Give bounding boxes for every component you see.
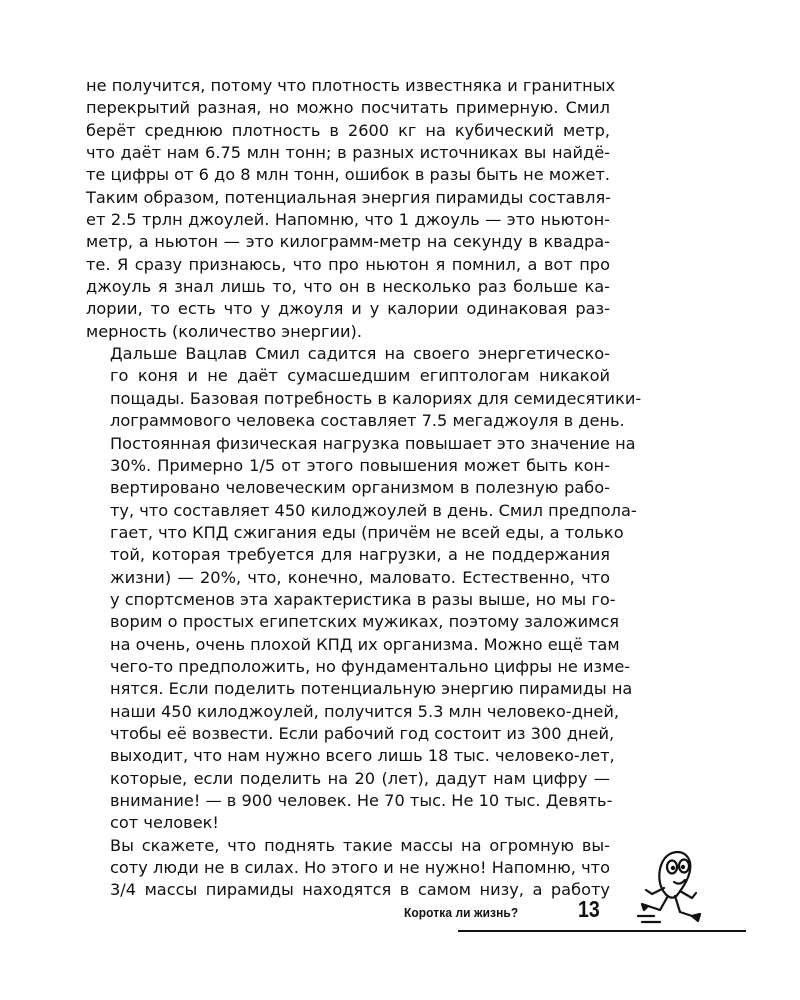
text-line: ту, что составляет 450 килоджоулей в день. Смил предпола- [110, 500, 637, 520]
text-line: 30%. Примерно 1/5 от этого повышения может быть кон- [110, 455, 610, 475]
text-line: наши 450 килоджоулей, получится 5.3 млн человеко-дней, [110, 701, 620, 721]
running-blob-mascot-icon [634, 846, 720, 932]
text-line: лории, то есть что у джоуля и у калории одинаковая раз- [86, 299, 610, 319]
text-line: сот человек! [110, 813, 219, 833]
text-line: 3/4 массы пирамиды находятся в самом низу, а работу [110, 880, 610, 900]
text-line: жизни) — 20%, что, конечно, маловато. Естественно, что [110, 567, 610, 587]
paragraph-2 [86, 343, 642, 835]
text-line: гает, что КПД сжигания еды (причём не всей еды, а только [110, 522, 624, 542]
text-line: у спортсменов эта характеристика в разы выше, но мы го- [110, 589, 616, 609]
page-number: 13 [578, 896, 600, 922]
text-line: чтобы её возвести. Если рабочий год состоит из 300 дней, [110, 723, 615, 743]
text-line: перекрытий разная, но можно посчитать примерную. Смил [86, 98, 610, 118]
text-line: го коня и не даёт сумасшедшим египтологам никакой [110, 366, 610, 386]
text-line: те. Я сразу признаюсь, что про ньютон я помнил, а вот про [86, 254, 610, 274]
paragraph-3 [86, 835, 610, 902]
paragraph-1 [86, 75, 616, 343]
text-line: лограммового человека составляет 7.5 мегаджоуля в день. [110, 411, 625, 431]
page-body [86, 75, 642, 902]
text-line: вертировано человеческим организмом в полезную рабо- [110, 478, 610, 498]
text-line: внимание! — в 900 человек. Не 70 тыс. Не 10 тыс. Девять- [110, 791, 613, 810]
text-line: соту люди не в силах. Но этого и не нужно! Напомню, что [110, 858, 610, 878]
text-line: Вы скажете, что поднять такие массы на огромную вы- [110, 835, 610, 855]
text-line: не получится, потому что плотность известняка и гранитных [86, 76, 616, 95]
text-line: той, которая требуется для нагрузки, а не поддержания [110, 545, 610, 565]
text-line: ет 2.5 трлн джоулей. Напомню, что 1 джоуль — это ньютон- [86, 210, 610, 230]
text-line: ворим о простых египетских мужиках, поэтому заложимся [110, 612, 619, 632]
text-line: нятся. Если поделить потенциальную энергию пирамиды на [110, 679, 633, 699]
text-line: джоуль я знал лишь то, что он в несколько раз больше ка- [86, 277, 610, 297]
text-line: метр, а ньютон — это килограмм-метр на секунду в квадра- [86, 232, 610, 252]
text-line: мерность (количество энергии). [86, 321, 362, 341]
running-title: Коротка ли жизнь? [404, 905, 519, 920]
text-line: Таким образом, потенциальная энергия пирамиды составля- [86, 187, 612, 207]
text-line: Дальше Вацлав Смил садится на своего энергетическо- [110, 344, 610, 364]
text-line: что даёт нам 6.75 млн тонн; в разных источниках вы найдё- [86, 143, 610, 163]
text-line: на очень, очень плохой КПД их организма. Можно ещё там [110, 634, 620, 654]
text-line: которые, если поделить на 20 (лет), дадут нам цифру — [110, 768, 610, 788]
text-line: выходит, что нам нужно всего лишь 18 тыс. человеко-лет, [110, 746, 615, 766]
text-line: чего-то предположить, но фундаментально цифры не изме- [110, 656, 631, 676]
text-line: берёт среднюю плотность в 2600 кг на кубический метр, [86, 120, 610, 140]
text-line: пощады. Базовая потребность в калориях для семидесятики- [110, 388, 642, 408]
text-line: те цифры от 6 до 8 млн тонн, ошибок в разы быть не может. [86, 165, 611, 185]
text-line: Постоянная физическая нагрузка повышает это значение на [110, 433, 636, 453]
